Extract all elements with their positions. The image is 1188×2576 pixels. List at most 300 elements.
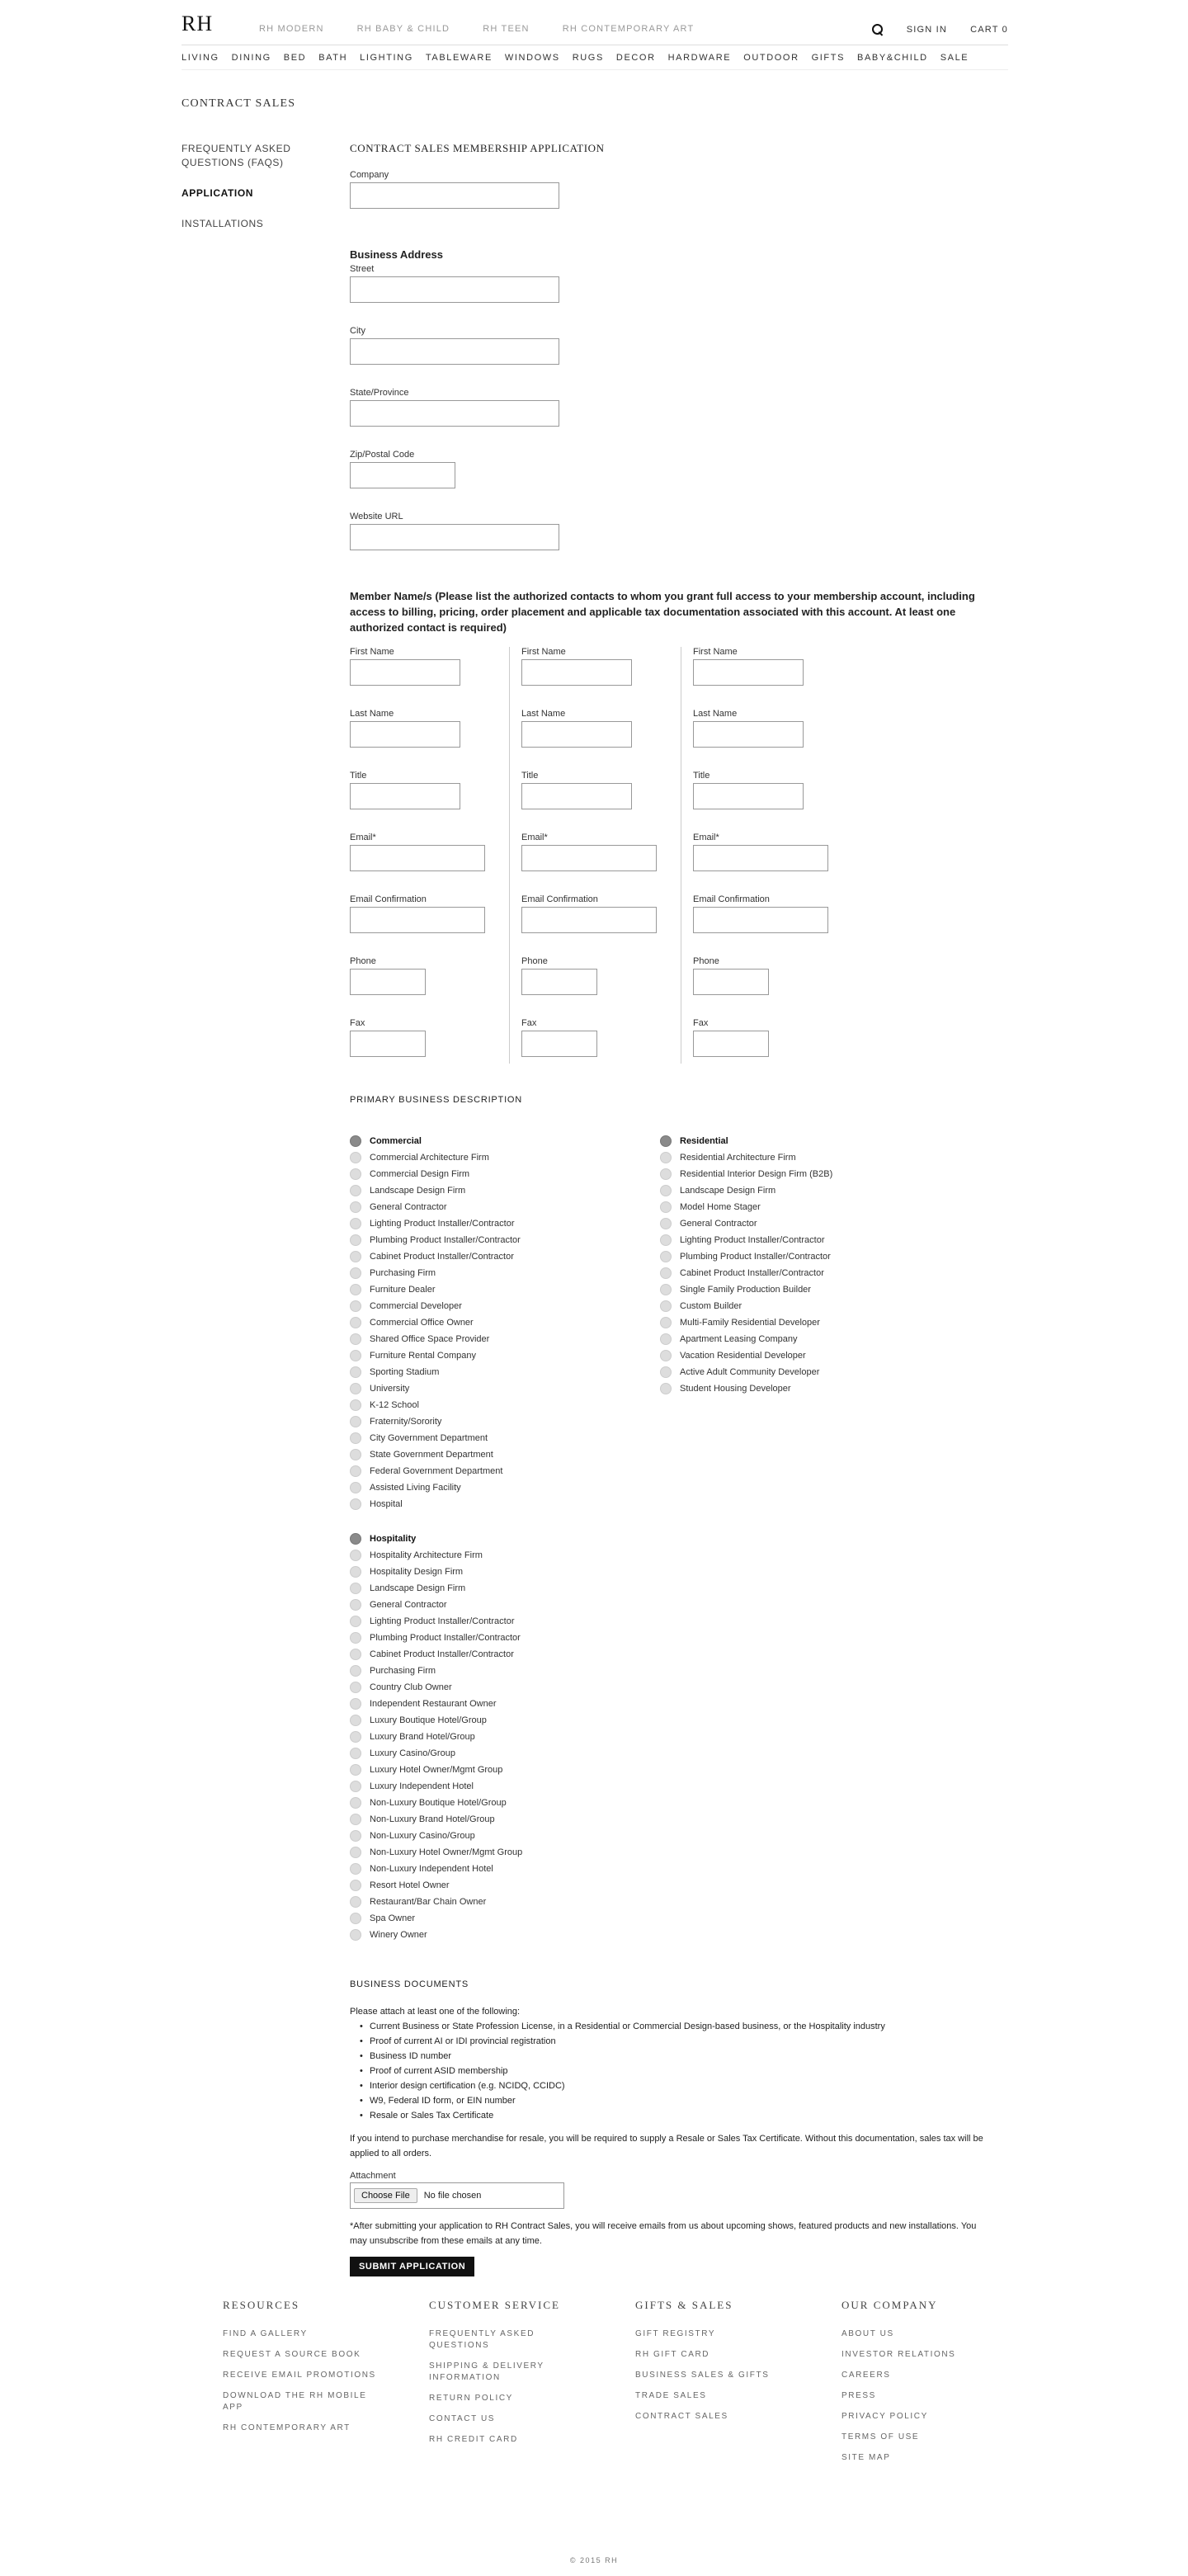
radio-button[interactable] — [660, 1234, 672, 1246]
footer-link-receive-email-promotions[interactable]: RECEIVE EMAIL PROMOTIONS — [223, 2371, 376, 2380]
radio-option-cabinet-product-installer-contractor[interactable] — [350, 1646, 660, 1663]
radio-button[interactable] — [350, 1152, 361, 1163]
residential-group — [660, 1133, 970, 1397]
radio-label: Non-Luxury Boutique Hotel/Group — [370, 1798, 507, 1808]
document-item: • Interior design certification (e.g. NCIDQ, CCIDC) — [360, 2078, 993, 2093]
nav-item[interactable]: OUTDOOR — [743, 53, 799, 63]
city-input[interactable] — [350, 338, 559, 365]
radio-option-luxury-hotel-owner-mgmt-group[interactable] — [350, 1762, 660, 1778]
radio-button[interactable] — [350, 1698, 361, 1710]
radio-option-commercial-design-firm[interactable] — [350, 1166, 660, 1182]
radio-button[interactable] — [350, 1715, 361, 1726]
radio-label: Restaurant/Bar Chain Owner — [370, 1897, 487, 1907]
search-icon[interactable] — [872, 24, 884, 35]
radio-label: Luxury Boutique Hotel/Group — [370, 1715, 487, 1725]
title-label: Title — [350, 771, 367, 781]
nav-item[interactable]: TABLEWARE — [425, 53, 493, 63]
phone-input[interactable] — [521, 969, 597, 995]
footer-link-rh-contemporary-art[interactable]: RH CONTEMPORARY ART — [223, 2423, 351, 2432]
fax-input[interactable] — [350, 1031, 426, 1057]
radio-label: Multi-Family Residential Developer — [680, 1318, 820, 1328]
company-label: Company — [350, 170, 389, 180]
nav-item[interactable]: HARDWARE — [667, 53, 732, 63]
radio-option-luxury-brand-hotel-group[interactable] — [350, 1729, 660, 1745]
footer-link-investor-relations[interactable]: INVESTOR RELATIONS — [842, 2350, 956, 2359]
member-column-2 — [521, 647, 681, 1064]
rh-logo[interactable]: RH — [182, 12, 214, 35]
brand-link-rh-modern[interactable]: RH MODERN — [259, 24, 324, 34]
sidebar-item-faqs[interactable]: FREQUENTLY ASKED QUESTIONS (FAQS) — [182, 143, 291, 168]
radio-option-hospitality-architecture-firm[interactable] — [350, 1547, 660, 1564]
radio-option-hospitality[interactable] — [350, 1531, 660, 1547]
radio-label: Commercial Developer — [370, 1301, 462, 1311]
documents-intro: Please attach at least one of the following: — [350, 2007, 521, 2017]
attachment-label: Attachment — [350, 2171, 396, 2181]
radio-option-commercial-developer[interactable] — [350, 1298, 660, 1314]
footer-link-rh-gift-card[interactable]: RH GIFT CARD — [635, 2350, 710, 2359]
nav-item[interactable]: BABY&CHILD — [857, 53, 928, 63]
radio-option-model-home-stager[interactable] — [660, 1199, 970, 1215]
brand-link-baby-child[interactable]: RH BABY & CHILD — [356, 24, 450, 34]
radio-button[interactable] — [350, 1350, 361, 1361]
footer-link-shipping-delivery-information[interactable]: SHIPPING & DELIVERY INFORMATION — [429, 2361, 544, 2382]
footer-heading: OUR COMPANY — [842, 2299, 938, 2311]
radio-option-purchasing-firm[interactable] — [350, 1265, 660, 1281]
email-input[interactable] — [693, 845, 828, 871]
nav-item[interactable]: DINING — [231, 53, 271, 63]
radio-button[interactable] — [350, 1797, 361, 1809]
radio-option-apartment-leasing-company[interactable] — [660, 1331, 970, 1347]
footer-link-download-the-rh-mobile-app[interactable]: DOWNLOAD THE RH MOBILE APP — [223, 2391, 367, 2412]
footer-link-trade-sales[interactable]: TRADE SALES — [635, 2391, 707, 2400]
copyright: © 2015 RH — [569, 2556, 619, 2564]
radio-option-non-luxury-boutique-hotel-group[interactable] — [350, 1795, 660, 1811]
radio-option-residential-architecture-firm[interactable] — [660, 1149, 970, 1166]
radio-option-commercial[interactable] — [350, 1133, 660, 1149]
radio-option-multi-family-residential-developer[interactable] — [660, 1314, 970, 1331]
radio-button[interactable] — [350, 1399, 361, 1411]
radio-button[interactable] — [660, 1251, 672, 1262]
after-submit-note: *After submitting your application to RH Contract Sales, you will receive emails from us about upcoming shows, featured products and new installations. You may unsubscribe from these emails at any time. — [350, 2221, 977, 2246]
radio-option-plumbing-product-installer-contractor[interactable] — [660, 1248, 970, 1265]
nav-item[interactable]: GIFTS — [811, 53, 846, 63]
radio-label: Residential Interior Design Firm (B2B) — [680, 1169, 833, 1179]
radio-button[interactable] — [350, 1465, 361, 1477]
radio-option-city-government-department[interactable] — [350, 1430, 660, 1446]
business-description-title: PRIMARY BUSINESS DESCRIPTION — [350, 1095, 523, 1105]
phone-label: Phone — [521, 956, 548, 966]
document-item: • Resale or Sales Tax Certificate — [360, 2108, 993, 2123]
phone-input[interactable] — [350, 969, 426, 995]
title-input[interactable] — [521, 783, 632, 809]
radio-button[interactable] — [350, 1234, 361, 1246]
cart-link[interactable]: CART 0 — [970, 25, 1008, 35]
radio-button[interactable] — [350, 1317, 361, 1328]
footer-link-gift-registry[interactable]: GIFT REGISTRY — [635, 2329, 716, 2338]
radio-button[interactable] — [350, 1616, 361, 1627]
footer-link-return-policy[interactable]: RETURN POLICY — [429, 2394, 513, 2403]
footer-link-request-a-source-book[interactable]: REQUEST A SOURCE BOOK — [223, 2350, 361, 2359]
document-item: • Proof of current ASID membership — [360, 2064, 993, 2078]
nav-item[interactable]: SALE — [940, 53, 969, 63]
radio-button[interactable] — [660, 1300, 672, 1312]
form-heading: CONTRACT SALES MEMBERSHIP APPLICATION — [350, 142, 605, 154]
radio-label: Non-Luxury Independent Hotel — [370, 1864, 493, 1874]
first-name-label: First Name — [350, 647, 394, 657]
first-name-input[interactable] — [693, 659, 804, 686]
sign-in-link[interactable]: SIGN IN — [906, 25, 948, 35]
radio-label: Luxury Brand Hotel/Group — [370, 1732, 475, 1742]
application-form — [350, 142, 993, 2276]
radio-option-landscape-design-firm[interactable] — [660, 1182, 970, 1199]
nav-item[interactable]: WINDOWS — [504, 53, 560, 63]
radio-option-spa-owner[interactable] — [350, 1910, 660, 1927]
email-confirm-label: Email Confirmation — [693, 894, 770, 904]
utility-links — [872, 24, 1008, 35]
radio-option-hospitality-design-firm[interactable] — [350, 1564, 660, 1580]
radio-option-lighting-product-installer-contractor[interactable] — [660, 1232, 970, 1248]
radio-option-landscape-design-firm[interactable] — [350, 1580, 660, 1597]
radio-label: Residential — [680, 1136, 728, 1146]
email-label: Email* — [350, 833, 376, 842]
radio-button[interactable] — [660, 1135, 672, 1147]
radio-button[interactable] — [350, 1583, 361, 1594]
radio-button[interactable] — [350, 1830, 361, 1842]
radio-option-custom-builder[interactable] — [660, 1298, 970, 1314]
fax-input[interactable] — [693, 1031, 769, 1057]
radio-label: Single Family Production Builder — [680, 1285, 811, 1295]
radio-button[interactable] — [350, 1632, 361, 1644]
last-name-label: Last Name — [350, 709, 394, 719]
radio-option-landscape-design-firm[interactable] — [350, 1182, 660, 1199]
zip-label: Zip/Postal Code — [350, 450, 415, 460]
radio-button[interactable] — [350, 1550, 361, 1561]
site-footer — [223, 2299, 1048, 2473]
radio-option-federal-government-department[interactable] — [350, 1463, 660, 1479]
business-address-title: Business Address — [350, 248, 443, 261]
business-column-right — [660, 1133, 970, 1961]
radio-label: Plumbing Product Installer/Contractor — [370, 1235, 521, 1245]
radio-option-purchasing-firm[interactable] — [350, 1663, 660, 1679]
radio-button[interactable] — [660, 1168, 672, 1180]
member-columns — [350, 647, 993, 1064]
radio-option-non-luxury-brand-hotel-group[interactable] — [350, 1811, 660, 1828]
radio-button[interactable] — [350, 1649, 361, 1660]
radio-button[interactable] — [350, 1764, 361, 1776]
radio-button[interactable] — [350, 1168, 361, 1180]
radio-option-country-club-owner[interactable] — [350, 1679, 660, 1696]
radio-button[interactable] — [350, 1251, 361, 1262]
radio-button[interactable] — [350, 1218, 361, 1229]
radio-label: Cabinet Product Installer/Contractor — [680, 1268, 824, 1278]
sidebar-item-installations[interactable]: INSTALLATIONS — [182, 218, 264, 229]
radio-label: Spa Owner — [370, 1913, 416, 1923]
footer-link-rh-credit-card[interactable]: RH CREDIT CARD — [429, 2435, 518, 2444]
radio-button[interactable] — [350, 1185, 361, 1196]
email-confirm-input[interactable] — [521, 907, 657, 933]
radio-label: Student Housing Developer — [680, 1384, 791, 1394]
radio-button[interactable] — [350, 1748, 361, 1759]
radio-option-commercial-office-owner[interactable] — [350, 1314, 660, 1331]
radio-label: Custom Builder — [680, 1301, 742, 1311]
footer-link-about-us[interactable]: ABOUT US — [842, 2329, 894, 2338]
nav-item[interactable]: RUGS — [572, 53, 604, 63]
zip-input[interactable] — [350, 462, 455, 488]
member-column-3 — [693, 647, 853, 1064]
fax-label: Fax — [521, 1018, 537, 1028]
radio-label: General Contractor — [370, 1600, 447, 1610]
radio-button[interactable] — [350, 1416, 361, 1427]
radio-button[interactable] — [350, 1682, 361, 1693]
radio-label: University — [370, 1384, 410, 1394]
footer-link-business-sales-gifts[interactable]: BUSINESS SALES & GIFTS — [635, 2371, 770, 2380]
radio-option-assisted-living-facility[interactable] — [350, 1479, 660, 1496]
state-input[interactable] — [350, 400, 559, 427]
radio-button[interactable] — [660, 1333, 672, 1345]
radio-option-commercial-architecture-firm[interactable] — [350, 1149, 660, 1166]
radio-button[interactable] — [350, 1781, 361, 1792]
email-confirm-label: Email Confirmation — [350, 894, 427, 904]
title-input[interactable] — [350, 783, 460, 809]
nav-item[interactable]: BATH — [318, 53, 348, 63]
radio-button[interactable] — [350, 1449, 361, 1460]
nav-item[interactable]: BED — [283, 53, 307, 63]
radio-button[interactable] — [350, 1929, 361, 1941]
email-confirm-input[interactable] — [350, 907, 485, 933]
radio-option-furniture-rental-company[interactable] — [350, 1347, 660, 1364]
choose-file-button[interactable]: Choose File — [354, 2188, 417, 2203]
radio-label: State Government Department — [370, 1450, 493, 1460]
fax-input[interactable] — [521, 1031, 597, 1057]
radio-button[interactable] — [350, 1814, 361, 1825]
phone-label: Phone — [693, 956, 719, 966]
radio-label: Cabinet Product Installer/Contractor — [370, 1252, 514, 1262]
brand-link-contemporary-art[interactable]: RH CONTEMPORARY ART — [562, 24, 695, 34]
radio-option-lighting-product-installer-contractor[interactable] — [350, 1613, 660, 1630]
footer-heading: CUSTOMER SERVICE — [429, 2299, 560, 2311]
submit-application-button[interactable]: SUBMIT APPLICATION — [350, 2257, 474, 2276]
radio-option-plumbing-product-installer-contractor[interactable] — [350, 1630, 660, 1646]
radio-option-resort-hotel-owner[interactable] — [350, 1877, 660, 1894]
radio-option-fraternity-sorority[interactable] — [350, 1413, 660, 1430]
footer-link-find-a-gallery[interactable]: FIND A GALLERY — [223, 2329, 308, 2338]
email-label: Email* — [693, 833, 719, 842]
business-documents-title: BUSINESS DOCUMENTS — [350, 1979, 469, 1989]
footer-link-site-map[interactable]: SITE MAP — [842, 2453, 891, 2462]
footer-link-frequently-asked-questions[interactable]: FREQUENTLY ASKED QUESTIONS — [429, 2329, 535, 2350]
radio-option-vacation-residential-developer[interactable] — [660, 1347, 970, 1364]
radio-option-non-luxury-casino-group[interactable] — [350, 1828, 660, 1844]
commercial-group — [350, 1133, 660, 1512]
radio-option-non-luxury-independent-hotel[interactable] — [350, 1861, 660, 1877]
radio-option-k-12-school[interactable] — [350, 1397, 660, 1413]
radio-label: General Contractor — [680, 1219, 757, 1229]
footer-link-press[interactable]: PRESS — [842, 2391, 876, 2400]
radio-label: Lighting Product Installer/Contractor — [370, 1219, 515, 1229]
radio-label: Federal Government Department — [370, 1466, 503, 1476]
radio-button[interactable] — [350, 1533, 361, 1545]
radio-option-luxury-casino-group[interactable] — [350, 1745, 660, 1762]
radio-label: Plumbing Product Installer/Contractor — [680, 1252, 831, 1262]
radio-option-lighting-product-installer-contractor[interactable] — [350, 1215, 660, 1232]
state-label: State/Province — [350, 388, 409, 398]
file-input[interactable] — [350, 2182, 564, 2209]
radio-label: Sporting Stadium — [370, 1367, 440, 1377]
last-name-input[interactable] — [521, 721, 632, 748]
radio-label: Luxury Independent Hotel — [370, 1781, 474, 1791]
website-label: Website URL — [350, 512, 403, 521]
radio-option-state-government-department[interactable] — [350, 1446, 660, 1463]
radio-option-plumbing-product-installer-contractor[interactable] — [350, 1232, 660, 1248]
radio-button[interactable] — [350, 1498, 361, 1510]
radio-button[interactable] — [350, 1566, 361, 1578]
radio-label: Lighting Product Installer/Contractor — [370, 1616, 515, 1626]
radio-label: Non-Luxury Brand Hotel/Group — [370, 1814, 495, 1824]
radio-option-hospital[interactable] — [350, 1496, 660, 1512]
radio-button[interactable] — [660, 1152, 672, 1163]
radio-option-residential-interior-design-firm-b2b[interactable] — [660, 1166, 970, 1182]
last-name-input[interactable] — [693, 721, 804, 748]
document-item: • Business ID number — [360, 2049, 993, 2064]
radio-label: Fraternity/Sorority — [370, 1417, 442, 1427]
title-input[interactable] — [693, 783, 804, 809]
radio-label: Shared Office Space Provider — [370, 1334, 490, 1344]
nav-item[interactable]: LIGHTING — [360, 53, 413, 63]
radio-label: Luxury Casino/Group — [370, 1748, 455, 1758]
street-input[interactable] — [350, 276, 559, 303]
business-column-left — [350, 1133, 660, 1961]
radio-label: Landscape Design Firm — [680, 1186, 776, 1196]
radio-option-active-adult-community-developer[interactable] — [660, 1364, 970, 1380]
nav-item[interactable]: DECOR — [615, 53, 656, 63]
radio-button[interactable] — [350, 1863, 361, 1875]
radio-button[interactable] — [350, 1665, 361, 1677]
radio-option-general-contractor[interactable] — [660, 1215, 970, 1232]
radio-label: General Contractor — [370, 1202, 447, 1212]
footer-link-privacy-policy[interactable]: PRIVACY POLICY — [842, 2412, 928, 2421]
radio-button[interactable] — [660, 1366, 672, 1378]
radio-button[interactable] — [350, 1201, 361, 1213]
radio-button[interactable] — [350, 1432, 361, 1444]
radio-option-restaurant-bar-chain-owner[interactable] — [350, 1894, 660, 1910]
radio-button[interactable] — [660, 1350, 672, 1361]
radio-button[interactable] — [350, 1880, 361, 1891]
radio-button[interactable] — [350, 1135, 361, 1147]
radio-label: Purchasing Firm — [370, 1666, 436, 1676]
radio-button[interactable] — [660, 1267, 672, 1279]
member-names-note: Member Name/s (Please list the authorized contacts to whom you grant full access to your membership account, including access to billing, pricing, order placement and applicable tax documentation associated with this account. At least one authorized contact is required) — [350, 590, 975, 634]
first-name-input[interactable] — [350, 659, 460, 686]
radio-button[interactable] — [350, 1383, 361, 1394]
radio-option-luxury-independent-hotel[interactable] — [350, 1778, 660, 1795]
radio-label: K-12 School — [370, 1400, 419, 1410]
radio-button[interactable] — [660, 1218, 672, 1229]
radio-label: Plumbing Product Installer/Contractor — [370, 1633, 521, 1643]
radio-button[interactable] — [350, 1896, 361, 1908]
radio-option-shared-office-space-provider[interactable] — [350, 1331, 660, 1347]
radio-button[interactable] — [660, 1317, 672, 1328]
sidebar-item-application[interactable]: APPLICATION — [182, 187, 254, 199]
radio-button[interactable] — [660, 1185, 672, 1196]
radio-label: Furniture Rental Company — [370, 1351, 477, 1361]
radio-option-cabinet-product-installer-contractor[interactable] — [660, 1265, 970, 1281]
company-input[interactable] — [350, 182, 559, 209]
sidebar — [182, 142, 346, 248]
documents-list — [360, 2019, 993, 2123]
first-name-input[interactable] — [521, 659, 632, 686]
radio-option-single-family-production-builder[interactable] — [660, 1281, 970, 1298]
radio-button[interactable] — [350, 1300, 361, 1312]
radio-button[interactable] — [350, 1599, 361, 1611]
radio-option-university[interactable] — [350, 1380, 660, 1397]
radio-button[interactable] — [660, 1201, 672, 1213]
radio-label: Apartment Leasing Company — [680, 1334, 798, 1344]
radio-button[interactable] — [350, 1482, 361, 1493]
email-confirm-input[interactable] — [693, 907, 828, 933]
website-input[interactable] — [350, 524, 559, 550]
radio-option-sporting-stadium[interactable] — [350, 1364, 660, 1380]
radio-option-general-contractor[interactable] — [350, 1199, 660, 1215]
radio-option-winery-owner[interactable] — [350, 1927, 660, 1943]
city-label: City — [350, 326, 365, 336]
radio-label: Country Club Owner — [370, 1682, 452, 1692]
radio-option-luxury-boutique-hotel-group[interactable] — [350, 1712, 660, 1729]
radio-label: Independent Restaurant Owner — [370, 1699, 497, 1709]
phone-label: Phone — [350, 956, 376, 966]
footer-link-contract-sales[interactable]: CONTRACT SALES — [635, 2412, 728, 2421]
radio-option-non-luxury-hotel-owner-mgmt-group[interactable] — [350, 1844, 660, 1861]
radio-button[interactable] — [660, 1383, 672, 1394]
radio-button[interactable] — [350, 1267, 361, 1279]
footer-link-careers[interactable]: CAREERS — [842, 2371, 891, 2380]
radio-button[interactable] — [350, 1731, 361, 1743]
radio-option-general-contractor[interactable] — [350, 1597, 660, 1613]
title-label: Title — [521, 771, 539, 781]
radio-button[interactable] — [660, 1284, 672, 1295]
radio-button[interactable] — [350, 1366, 361, 1378]
radio-button[interactable] — [350, 1333, 361, 1345]
radio-label: Landscape Design Firm — [370, 1186, 466, 1196]
email-input[interactable] — [350, 845, 485, 871]
radio-option-student-housing-developer[interactable] — [660, 1380, 970, 1397]
radio-label: Non-Luxury Casino/Group — [370, 1831, 475, 1841]
email-input[interactable] — [521, 845, 657, 871]
radio-label: Vacation Residential Developer — [680, 1351, 806, 1361]
footer-link-contact-us[interactable]: CONTACT US — [429, 2414, 496, 2423]
file-status: No file chosen — [423, 2191, 482, 2201]
email-confirm-label: Email Confirmation — [521, 894, 598, 904]
last-name-input[interactable] — [350, 721, 460, 748]
radio-option-independent-restaurant-owner[interactable] — [350, 1696, 660, 1712]
radio-option-furniture-dealer[interactable] — [350, 1281, 660, 1298]
radio-button[interactable] — [350, 1913, 361, 1924]
page-title: CONTRACT SALES — [182, 97, 296, 110]
footer-link-terms-of-use[interactable]: TERMS OF USE — [842, 2432, 920, 2442]
nav-item[interactable]: LIVING — [182, 53, 219, 63]
last-name-label: Last Name — [693, 709, 738, 719]
first-name-label: First Name — [521, 647, 566, 657]
radio-label: Lighting Product Installer/Contractor — [680, 1235, 825, 1245]
footer-column-gifts-sales — [635, 2299, 842, 2473]
nav-divider — [182, 69, 1008, 70]
radio-button[interactable] — [350, 1847, 361, 1858]
radio-option-cabinet-product-installer-contractor[interactable] — [350, 1248, 660, 1265]
radio-label: Landscape Design Firm — [370, 1583, 466, 1593]
brand-link-teen[interactable]: RH TEEN — [483, 24, 530, 34]
radio-button[interactable] — [350, 1284, 361, 1295]
phone-input[interactable] — [693, 969, 769, 995]
radio-option-residential[interactable] — [660, 1133, 970, 1149]
